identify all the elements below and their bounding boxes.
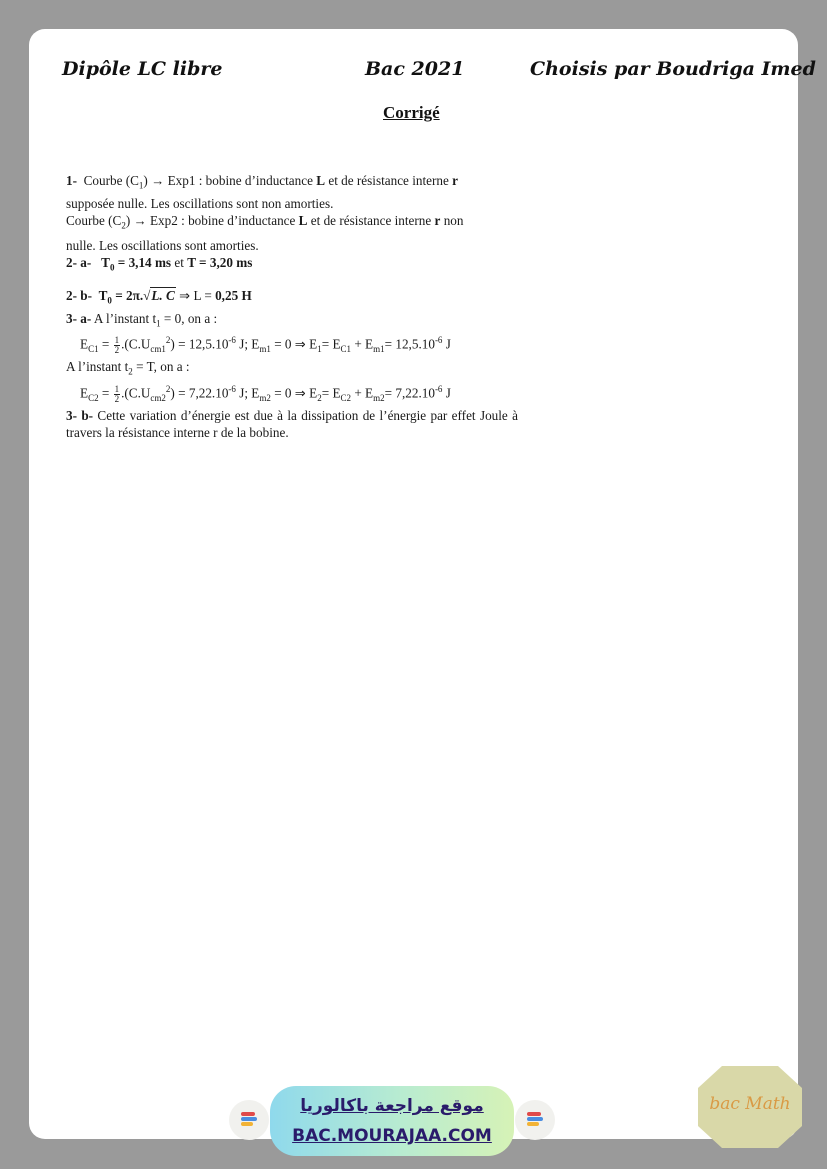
fraction-half: $\frac{1}{2}$ [114, 383, 120, 404]
q1-line3: Courbe $(C_2) \to Exp2$ : bobine d’inductance L et de résistance interne r non [66, 212, 464, 231]
q1-line2: supposée nulle. Les oscillations sont non amorties. [66, 195, 334, 211]
bac-math-badge [698, 1066, 802, 1148]
q3a-intro: 3- a- A l’instant $t_1 = 0$, on a : [66, 310, 218, 329]
q3a-energy2: $E_{C2}$ = $\frac{1}{2}$ $.(C.U_{cm2}^2) = 7,22.10^{-6}$ J; $E_{m2} = 0$ ⇒ $E_2= E_{C2} + E_{m2}= 7,22.10^{-6}$ J [80, 383, 451, 404]
site-name-arabic[interactable]: موقع مراجعة باكالوريا [300, 1096, 484, 1116]
header-topic: Dipôle LC libre [62, 58, 223, 80]
header-exam: Bac 2021 [365, 58, 465, 80]
q1-line4: nulle. Les oscillations sont amorties. [66, 238, 259, 254]
q2b: 2- b- $T_0 = 2\pi.√L$. C ⇒ L = 0,25 H [66, 287, 252, 306]
answer-body [66, 172, 518, 441]
site-logo-right [515, 1100, 555, 1140]
page-title: Corrigé [383, 103, 440, 122]
q3a-intro2: A l’instant $t_2 = T$, on a : [66, 359, 190, 377]
q2a: 2- a- $T_0 = 3,14$ ms et T = 3,20 ms [66, 255, 253, 273]
q3b: 3- b- Cette variation d’énergie est due à la dissipation de l’énergie par effet Joule à travers la résistance interne r de la bobine. [66, 407, 518, 440]
badge-label: bac Math [709, 1094, 791, 1114]
site-url-link[interactable]: BAC.MOURAJAA.COM [292, 1126, 492, 1146]
site-banner[interactable] [270, 1086, 514, 1156]
header-author: Choisis par Boudriga Imed [530, 58, 816, 80]
site-logo-left [229, 1100, 269, 1140]
q3a-energy1: $E_{C1}$ = $\frac{1}{2}$ $.(C.U_{cm1}^2) = 12,5.10^{-6}$ J; $E_{m1} = 0$ ⇒ $E_1= E_{C1} + E_{m1}= 12,5.10^{-6}$ J [80, 335, 451, 356]
fraction-half: $\frac{1}{2}$ [114, 335, 120, 356]
q1-line1: 1- Courbe $(C_1) \to Exp1$ : bobine d’inductance L et de résistance interne r [66, 173, 458, 191]
